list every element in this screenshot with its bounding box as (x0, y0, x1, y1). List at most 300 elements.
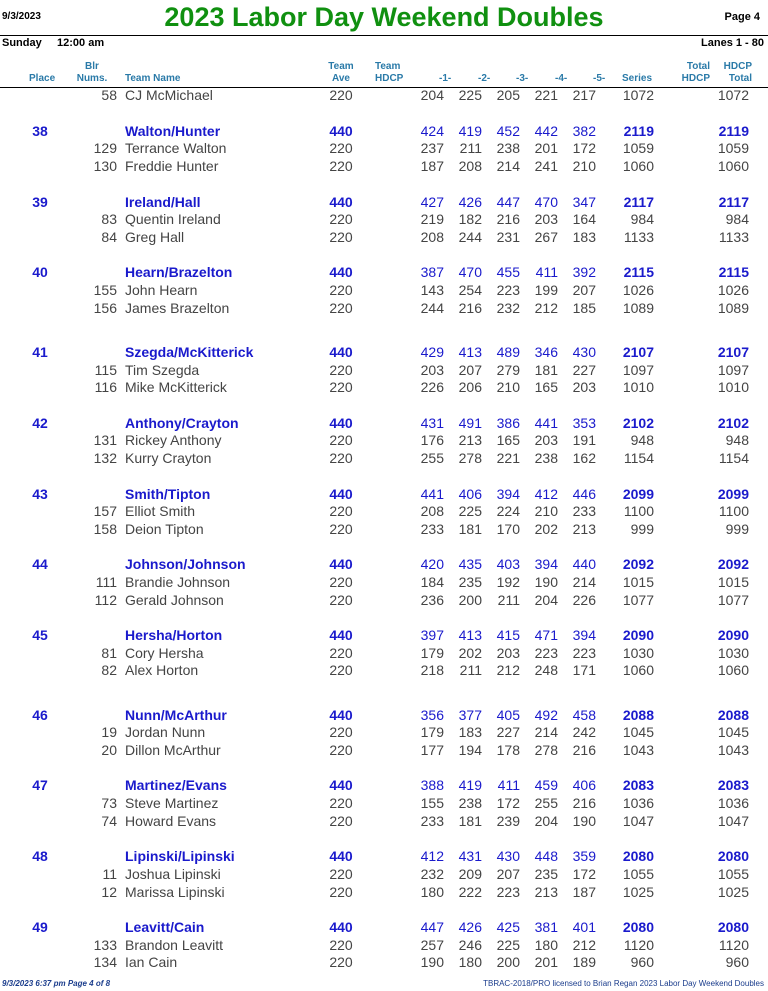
bowler-row (0, 361, 768, 379)
cell-g3: 203 (496, 645, 520, 661)
cell-g4: 180 (534, 937, 558, 953)
cell-series: 1133 (623, 229, 654, 245)
col-game-1: -1- (439, 73, 452, 84)
cell-g5: 172 (572, 866, 596, 882)
cell-g3: 214 (496, 158, 520, 174)
cell-g2: 419 (458, 777, 482, 793)
col-series: Series (622, 73, 653, 84)
cell-total: 1089 (717, 300, 749, 316)
col-blr-top: Blr (85, 61, 99, 72)
cell-ave: 220 (329, 954, 353, 970)
cell-g2: 181 (458, 813, 482, 829)
cell-g1: 180 (420, 884, 444, 900)
cell-num: 84 (101, 229, 117, 245)
cell-ave: 440 (329, 344, 353, 360)
cell-num: 12 (101, 884, 117, 900)
cell-g1: 190 (420, 954, 444, 970)
cell-series: 1060 (622, 662, 654, 678)
cell-g4: 470 (534, 194, 558, 210)
bowler-row (0, 86, 768, 104)
col-blr-bottom: Nums. (76, 73, 108, 84)
cell-g5: 191 (572, 432, 596, 448)
cell-num: 115 (94, 362, 117, 378)
cell-total: 1045 (717, 724, 749, 740)
cell-g4: 214 (534, 724, 558, 740)
session-info (2, 37, 104, 49)
report-title: 2023 Labor Day Weekend Doubles (164, 2, 604, 32)
cell-ave: 440 (329, 777, 353, 793)
bowler-row (0, 936, 768, 954)
cell-ave: 220 (329, 432, 353, 448)
bowler-row (0, 228, 768, 246)
col-game-4: -4- (555, 73, 568, 84)
cell-series: 1047 (622, 813, 654, 829)
cell-ave: 220 (329, 87, 353, 103)
cell-total: 1154 (718, 450, 749, 466)
cell-num: 131 (93, 432, 117, 448)
cell-ave: 440 (329, 707, 353, 723)
cell-g2: 246 (458, 937, 482, 953)
cell-num: 130 (93, 158, 117, 174)
cell-num: 82 (101, 662, 117, 678)
team-row (0, 485, 768, 503)
team-row (0, 414, 768, 432)
cell-g5: 213 (572, 521, 596, 537)
cell-g3: 411 (497, 777, 520, 793)
cell-total: 1015 (717, 574, 749, 590)
cell-series: 2117 (623, 194, 654, 210)
cell-g3: 227 (496, 724, 520, 740)
cell-series: 2080 (622, 919, 654, 935)
cell-total: 960 (725, 954, 749, 970)
cell-name: Martinez/Evans (125, 777, 227, 793)
cell-g2: 180 (458, 954, 482, 970)
cell-num: 133 (93, 937, 117, 953)
cell-name: Lipinski/Lipinski (125, 848, 235, 864)
footer-license: TBRAC-2018/PRO licensed to Brian Regan 2023 Labor Day Weekend Doubles (483, 979, 764, 988)
col-place: Place (29, 73, 56, 84)
lanes-info: Lanes 1 - 80 (701, 37, 764, 49)
cell-place: 43 (32, 486, 48, 502)
col-total-hdcp-bottom: HDCP (681, 73, 710, 84)
cell-g4: 235 (534, 866, 558, 882)
team-row (0, 847, 768, 865)
cell-num: 134 (93, 954, 117, 970)
cell-series: 1097 (622, 362, 654, 378)
cell-ave: 220 (329, 300, 353, 316)
cell-g4: 346 (534, 344, 558, 360)
bowler-row (0, 520, 768, 538)
cell-place: 40 (32, 264, 48, 280)
cell-series: 1045 (622, 724, 654, 740)
cell-ave: 220 (329, 362, 353, 378)
cell-g2: 426 (458, 919, 482, 935)
cell-g3: 223 (496, 282, 520, 298)
cell-total: 1030 (717, 645, 749, 661)
cell-total: 1100 (718, 503, 749, 519)
cell-g3: 447 (496, 194, 520, 210)
cell-g3: 386 (496, 415, 520, 431)
cell-g3: 224 (496, 503, 520, 519)
cell-g1: 203 (420, 362, 444, 378)
cell-g3: 170 (496, 521, 520, 537)
cell-name: CJ McMichael (125, 87, 213, 103)
cell-g5: 214 (572, 574, 596, 590)
cell-series: 1036 (622, 795, 654, 811)
cell-series: 2090 (622, 627, 654, 643)
cell-g4: 203 (534, 432, 558, 448)
cell-total: 1025 (717, 884, 749, 900)
cell-num: 73 (101, 795, 117, 811)
cell-series: 1026 (622, 282, 654, 298)
cell-g1: 397 (420, 627, 444, 643)
cell-series: 2083 (622, 777, 654, 793)
cell-g5: 458 (572, 707, 596, 723)
cell-place: 45 (32, 627, 48, 643)
cell-g1: 257 (420, 937, 444, 953)
cell-g5: 203 (572, 379, 596, 395)
cell-g4: 165 (534, 379, 558, 395)
cell-g1: 244 (420, 300, 444, 316)
cell-g5: 359 (572, 848, 596, 864)
cell-g3: 210 (496, 379, 520, 395)
cell-g1: 424 (420, 123, 444, 139)
cell-g4: 241 (534, 158, 558, 174)
cell-g4: 411 (535, 264, 558, 280)
cell-g2: 206 (458, 379, 482, 395)
cell-ave: 220 (329, 866, 353, 882)
cell-g2: 194 (458, 742, 482, 758)
cell-total: 2088 (717, 707, 749, 723)
cell-g2: 235 (458, 574, 482, 590)
cell-series: 1043 (622, 742, 654, 758)
cell-g4: 201 (534, 954, 558, 970)
cell-g2: 435 (458, 556, 482, 572)
cell-ave: 220 (329, 282, 353, 298)
cell-g2: 211 (459, 140, 482, 156)
cell-series: 1077 (622, 592, 654, 608)
bowler-row (0, 378, 768, 396)
cell-g5: 227 (572, 362, 596, 378)
team-row (0, 193, 768, 211)
cell-name: Nunn/McArthur (125, 707, 227, 723)
team-row (0, 122, 768, 140)
cell-total: 1026 (717, 282, 749, 298)
bowler-row (0, 281, 768, 299)
cell-ave: 220 (329, 211, 353, 227)
cell-g3: 279 (496, 362, 520, 378)
cell-series: 2119 (623, 123, 654, 139)
team-row (0, 776, 768, 794)
cell-g1: 179 (420, 645, 444, 661)
cell-series: 2088 (622, 707, 654, 723)
cell-series: 1120 (623, 937, 654, 953)
cell-g2: 200 (458, 592, 482, 608)
col-game-5: -5- (593, 73, 606, 84)
cell-g3: 216 (496, 211, 520, 227)
cell-g1: 208 (420, 229, 444, 245)
cell-g5: 382 (572, 123, 596, 139)
cell-series: 2080 (622, 848, 654, 864)
cell-g2: 413 (458, 344, 482, 360)
team-row (0, 343, 768, 361)
cell-g1: 218 (420, 662, 444, 678)
cell-g4: 190 (534, 574, 558, 590)
bowler-row (0, 794, 768, 812)
cell-name: Smith/Tipton (125, 486, 211, 502)
cell-series: 1060 (622, 158, 654, 174)
cell-name: Tim Szegda (125, 362, 200, 378)
cell-g1: 232 (420, 866, 444, 882)
cell-g4: 201 (534, 140, 558, 156)
col-hdcp-total-top: HDCP (723, 61, 752, 72)
cell-series: 984 (630, 211, 654, 227)
cell-name: Steve Martinez (125, 795, 219, 811)
cell-ave: 220 (329, 662, 353, 678)
cell-g5: 207 (572, 282, 596, 298)
cell-name: Cory Hersha (125, 645, 204, 661)
cell-g5: 233 (572, 503, 596, 519)
cell-g4: 255 (534, 795, 558, 811)
cell-num: 112 (94, 592, 117, 608)
cell-total: 1047 (717, 813, 749, 829)
cell-g2: 225 (458, 87, 482, 103)
cell-series: 2107 (622, 344, 654, 360)
cell-g4: 471 (534, 627, 558, 643)
cell-g2: 470 (458, 264, 482, 280)
cell-place: 49 (32, 919, 48, 935)
cell-g4: 238 (534, 450, 558, 466)
cell-g3: 430 (496, 848, 520, 864)
bowler-row (0, 502, 768, 520)
cell-g1: 219 (420, 211, 444, 227)
cell-name: Alex Horton (125, 662, 199, 678)
cell-ave: 220 (329, 592, 353, 608)
cell-name: John Hearn (125, 282, 198, 298)
cell-g4: 213 (534, 884, 558, 900)
cell-g5: 217 (572, 87, 596, 103)
bowler-row (0, 644, 768, 662)
cell-g4: 204 (534, 813, 558, 829)
header-rule (0, 35, 768, 36)
cell-name: Ireland/Hall (125, 194, 201, 210)
col-hdcp-total-bottom: Total (728, 73, 752, 84)
cell-series: 1154 (623, 450, 654, 466)
cell-g1: 204 (420, 87, 444, 103)
cell-g3: 239 (496, 813, 520, 829)
cell-g1: 441 (420, 486, 444, 502)
cell-g5: 216 (572, 742, 596, 758)
bowler-row (0, 883, 768, 901)
page-number: Page 4 (724, 11, 760, 23)
cell-total: 2115 (718, 264, 749, 280)
cell-name: Leavitt/Cain (125, 919, 205, 935)
cell-num: 157 (93, 503, 117, 519)
cell-ave: 440 (329, 415, 353, 431)
bowler-row (0, 591, 768, 609)
cell-series: 1055 (622, 866, 654, 882)
cell-num: 132 (93, 450, 117, 466)
cell-num: 58 (101, 87, 117, 103)
cell-place: 39 (32, 194, 48, 210)
cell-g4: 181 (534, 362, 558, 378)
cell-g1: 233 (420, 521, 444, 537)
cell-g1: 420 (420, 556, 444, 572)
cell-series: 999 (630, 521, 654, 537)
cell-g5: 347 (572, 194, 596, 210)
cell-series: 2115 (623, 264, 654, 280)
cell-num: 129 (93, 140, 117, 156)
cell-g3: 415 (496, 627, 520, 643)
bowler-row (0, 157, 768, 175)
cell-series: 948 (630, 432, 654, 448)
cell-g2: 222 (458, 884, 482, 900)
cell-g1: 447 (420, 919, 444, 935)
cell-place: 48 (32, 848, 48, 864)
bowler-row (0, 741, 768, 759)
cell-ave: 220 (329, 521, 353, 537)
session-time: 12:00 am (57, 37, 105, 49)
cell-g2: 216 (458, 300, 482, 316)
team-row (0, 706, 768, 724)
cell-g5: 212 (572, 937, 596, 953)
cell-g3: 192 (496, 574, 520, 590)
cell-g3: 425 (496, 919, 520, 935)
cell-g4: 492 (534, 707, 558, 723)
cell-total: 2092 (717, 556, 749, 572)
cell-g3: 223 (496, 884, 520, 900)
cell-g3: 238 (496, 140, 520, 156)
cell-ave: 220 (329, 724, 353, 740)
cell-g1: 184 (420, 574, 444, 590)
cell-name: Quentin Ireland (125, 211, 221, 227)
cell-ave: 220 (329, 574, 353, 590)
cell-ave: 440 (329, 264, 353, 280)
cell-ave: 220 (329, 937, 353, 953)
cell-g2: 431 (458, 848, 482, 864)
cell-place: 41 (32, 344, 48, 360)
cell-name: Greg Hall (125, 229, 185, 245)
cell-total: 2102 (717, 415, 749, 431)
cell-g2: 238 (458, 795, 482, 811)
cell-g3: 178 (496, 742, 520, 758)
cell-g3: 489 (496, 344, 520, 360)
bowler-row (0, 953, 768, 971)
cell-g3: 232 (496, 300, 520, 316)
cell-g5: 401 (572, 919, 596, 935)
cell-series: 1059 (622, 140, 654, 156)
cell-g5: 446 (572, 486, 596, 502)
cell-total: 1043 (717, 742, 749, 758)
cell-ave: 220 (329, 450, 353, 466)
cell-total: 1072 (717, 87, 749, 103)
cell-ave: 220 (329, 645, 353, 661)
cell-name: Gerald Johnson (125, 592, 224, 608)
footer-print-info: 9/3/2023 6:37 pm Page 4 of 8 (2, 979, 111, 988)
cell-total: 1055 (717, 866, 749, 882)
cell-g5: 353 (572, 415, 596, 431)
cell-ave: 440 (329, 848, 353, 864)
cell-ave: 220 (329, 158, 353, 174)
cell-name: Johnson/Johnson (125, 556, 246, 572)
col-team-name: Team Name (125, 73, 181, 84)
cell-g4: 212 (534, 300, 558, 316)
cell-g3: 221 (496, 450, 520, 466)
cell-g5: 226 (572, 592, 596, 608)
cell-g4: 221 (534, 87, 558, 103)
cell-g5: 440 (572, 556, 596, 572)
cell-ave: 220 (329, 813, 353, 829)
cell-name: Walton/Hunter (125, 123, 221, 139)
cell-g1: 187 (420, 158, 444, 174)
cell-g5: 392 (572, 264, 596, 280)
col-team-ave-top: Team (328, 61, 354, 72)
cell-g5: 164 (572, 211, 596, 227)
cell-num: 116 (94, 379, 117, 395)
cell-g1: 155 (420, 795, 444, 811)
cell-g5: 406 (572, 777, 596, 793)
cell-total: 1010 (717, 379, 749, 395)
col-total-hdcp-top: Total (686, 61, 710, 72)
cell-total: 2099 (717, 486, 749, 502)
cell-g1: 388 (420, 777, 444, 793)
cell-series: 1010 (622, 379, 654, 395)
cell-g1: 208 (420, 503, 444, 519)
cell-series: 1072 (622, 87, 654, 103)
cell-ave: 220 (329, 884, 353, 900)
cell-g3: 231 (496, 229, 520, 245)
col-team-hdcp-bottom: HDCP (375, 73, 404, 84)
cell-g1: 226 (420, 379, 444, 395)
cell-g3: 207 (496, 866, 520, 882)
cell-g3: 172 (496, 795, 520, 811)
cell-g4: 442 (534, 123, 558, 139)
cell-ave: 220 (329, 795, 353, 811)
cell-g3: 212 (496, 662, 520, 678)
cell-g2: 254 (458, 282, 482, 298)
cell-series: 1100 (623, 503, 654, 519)
cell-num: 74 (101, 813, 117, 829)
col-game-2: -2- (478, 73, 491, 84)
cell-total: 2083 (717, 777, 749, 793)
col-game-3: -3- (516, 73, 529, 84)
cell-g1: 427 (420, 194, 444, 210)
cell-g5: 185 (572, 300, 596, 316)
cell-name: Howard Evans (125, 813, 217, 829)
cell-g2: 413 (458, 627, 482, 643)
team-row (0, 263, 768, 281)
cell-name: Hersha/Horton (125, 627, 223, 643)
cell-g3: 455 (496, 264, 520, 280)
bowler-row (0, 812, 768, 830)
cell-total: 1060 (717, 662, 749, 678)
cell-g4: 381 (534, 919, 558, 935)
cell-num: 156 (93, 300, 117, 316)
cell-total: 948 (725, 432, 749, 448)
cell-g4: 204 (534, 592, 558, 608)
cell-name: Elliot Smith (125, 503, 196, 519)
cell-series: 1015 (622, 574, 654, 590)
cell-g4: 202 (534, 521, 558, 537)
cell-g5: 172 (572, 140, 596, 156)
cell-g4: 267 (534, 229, 558, 245)
cell-num: 20 (101, 742, 117, 758)
bowler-row (0, 139, 768, 157)
cell-name: Kurry Crayton (125, 450, 212, 466)
cell-name: Szegda/McKitterick (125, 344, 254, 360)
cell-g1: 179 (420, 724, 444, 740)
team-row (0, 918, 768, 936)
